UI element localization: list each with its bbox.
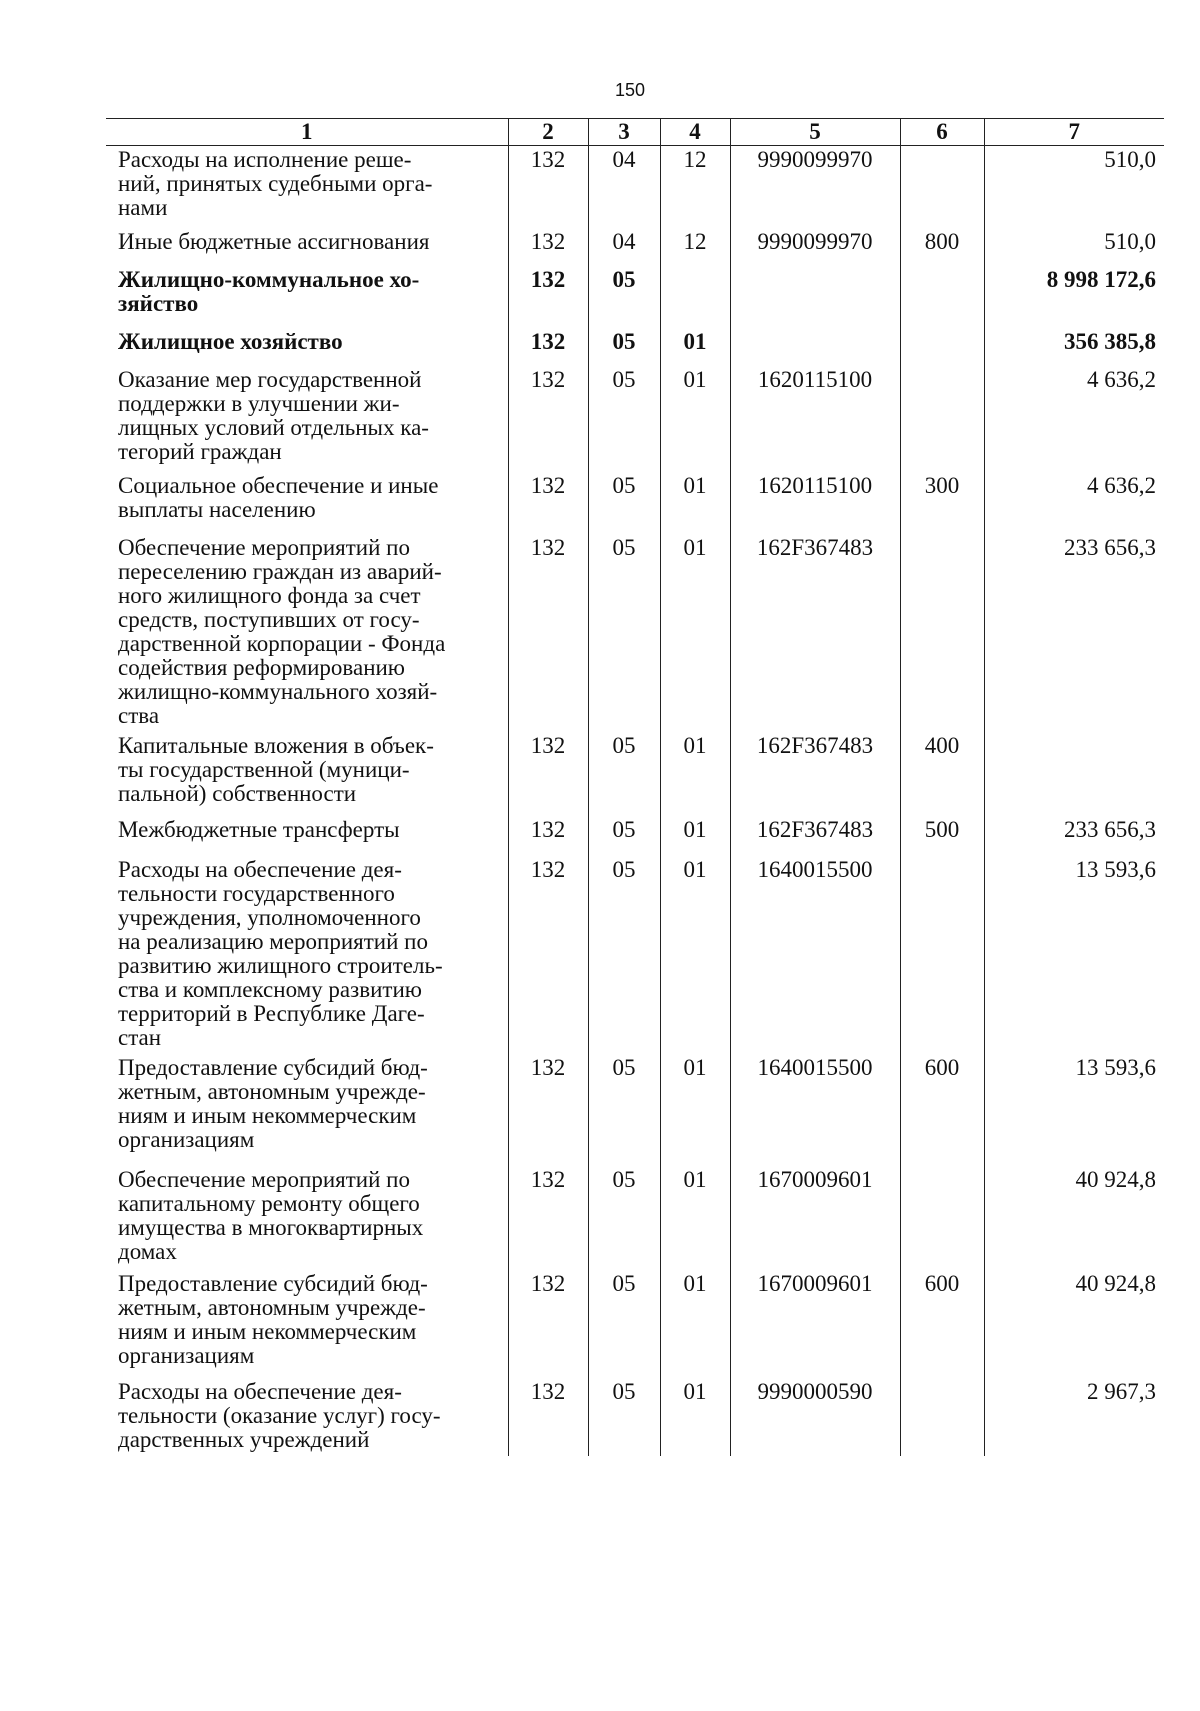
- column-header: 2: [508, 119, 588, 146]
- row-subsection-cell: 01: [660, 534, 730, 732]
- column-header: 5: [730, 119, 900, 146]
- row-section-cell: 05: [588, 366, 660, 472]
- row-expense-type-cell: 600: [900, 1054, 984, 1166]
- row-amount-cell: 40 924,8: [984, 1166, 1164, 1270]
- row-target-article-cell: 9990099970: [730, 228, 900, 266]
- row-subsection-cell: 01: [660, 732, 730, 816]
- row-name-cell: Обеспечение мероприятий по капитальному ремонту общего имущества в многоквартирных домах: [118, 1166, 424, 1264]
- row-section-cell: 05: [588, 856, 660, 1054]
- row-section-cell: 04: [588, 146, 660, 228]
- row-expense-type-cell: [900, 366, 984, 472]
- row-name-cell: Расходы на исполнение реше- ний, принятых судебными орга- нами: [118, 147, 433, 220]
- table-row: [106, 1166, 1164, 1270]
- row-expense-type-cell: [900, 1166, 984, 1270]
- table-row: [106, 266, 1164, 328]
- row-subsection-cell: 01: [660, 1054, 730, 1166]
- row-expense-type-cell: [900, 266, 984, 328]
- row-section-cell: 05: [588, 1166, 660, 1270]
- row-amount-cell: 510,0: [984, 228, 1164, 266]
- table-row: [106, 856, 1164, 1054]
- row-code-cell: 132: [508, 1054, 588, 1166]
- table-row: [106, 328, 1164, 366]
- row-section-cell: 05: [588, 328, 660, 366]
- header-row: [106, 119, 1164, 146]
- column-header: 7: [984, 119, 1164, 146]
- column-header: 4: [660, 119, 730, 146]
- row-subsection-cell: 01: [660, 1166, 730, 1270]
- row-section-cell: 05: [588, 534, 660, 732]
- row-target-article-cell: 9990099970: [730, 146, 900, 228]
- row-name-cell: Расходы на обеспечение дея- тельности (оказание услуг) госу- дарственных учреждений: [118, 1378, 441, 1452]
- row-section-cell: 05: [588, 1378, 660, 1456]
- row-amount-cell: 4 636,2: [984, 472, 1164, 534]
- table-row: [106, 816, 1164, 856]
- row-target-article-cell: 1670009601: [730, 1166, 900, 1270]
- row-name-cell: Социальное обеспечение и иные выплаты населению: [118, 472, 439, 522]
- row-target-article-cell: 162F367483: [730, 732, 900, 816]
- row-target-article-cell: 9990000590: [730, 1378, 900, 1456]
- row-code-cell: 132: [508, 534, 588, 732]
- row-subsection-cell: 12: [660, 146, 730, 228]
- row-expense-type-cell: 300: [900, 472, 984, 534]
- row-name-cell: Жилищно-коммунальное хо- зяйство: [118, 266, 420, 316]
- row-code-cell: 132: [508, 472, 588, 534]
- column-header: 1: [106, 119, 508, 146]
- row-name-cell: Предоставление субсидий бюд- жетным, автономным учрежде- ниям и иным некоммерческим организациям: [118, 1054, 428, 1152]
- row-expense-type-cell: 500: [900, 816, 984, 856]
- table-body: [106, 146, 1164, 1456]
- row-subsection-cell: 01: [660, 328, 730, 366]
- row-target-article-cell: 1620115100: [730, 472, 900, 534]
- row-expense-type-cell: 800: [900, 228, 984, 266]
- row-code-cell: 132: [508, 1166, 588, 1270]
- row-name-cell: Расходы на обеспечение дея- тельности государственного учреждения, уполномоченного на реализацию мероприятий по развитию жилищного строитель- ства и комплексному развитию территорий в Республике Даге- стан: [118, 856, 443, 1050]
- page-number: 150: [614, 80, 646, 100]
- row-expense-type-cell: 400: [900, 732, 984, 816]
- row-section-cell: 05: [588, 1054, 660, 1166]
- row-code-cell: 132: [508, 266, 588, 328]
- table-row: [106, 366, 1164, 472]
- row-subsection-cell: 12: [660, 228, 730, 266]
- row-name-cell: Капитальные вложения в объек- ты государственной (муници- пальной) собственности: [118, 732, 434, 806]
- table-row: [106, 228, 1164, 266]
- row-target-article-cell: 1640015500: [730, 1054, 900, 1166]
- row-subsection-cell: 01: [660, 1270, 730, 1378]
- table-row: [106, 146, 1164, 228]
- row-code-cell: 132: [508, 146, 588, 228]
- row-code-cell: 132: [508, 732, 588, 816]
- row-target-article-cell: [730, 266, 900, 328]
- row-section-cell: 04: [588, 228, 660, 266]
- row-amount-cell: 2 967,3: [984, 1378, 1164, 1456]
- row-subsection-cell: 01: [660, 856, 730, 1054]
- table-row: [106, 1378, 1164, 1456]
- row-subsection-cell: 01: [660, 366, 730, 472]
- table-row: [106, 534, 1164, 732]
- row-code-cell: 132: [508, 1378, 588, 1456]
- table-row: [106, 732, 1164, 816]
- row-subsection-cell: 01: [660, 816, 730, 856]
- row-name-cell: Оказание мер государственной поддержки в улучшении жи- лищных условий отдельных ка- тегорий граждан: [118, 366, 429, 464]
- row-amount-cell: 4 636,2: [984, 366, 1164, 472]
- row-expense-type-cell: [900, 856, 984, 1054]
- row-amount-cell: 8 998 172,6: [984, 266, 1164, 328]
- table-row: [106, 1054, 1164, 1166]
- row-subsection-cell: 01: [660, 472, 730, 534]
- column-header: 3: [588, 119, 660, 146]
- row-subsection-cell: 01: [660, 1378, 730, 1456]
- row-target-article-cell: 162F367483: [730, 816, 900, 856]
- row-target-article-cell: 1620115100: [730, 366, 900, 472]
- row-amount-cell: 233 656,3: [984, 534, 1164, 732]
- row-subsection-cell: [660, 266, 730, 328]
- row-target-article-cell: 1640015500: [730, 856, 900, 1054]
- row-amount-cell: 510,0: [984, 146, 1164, 228]
- row-expense-type-cell: [900, 1378, 984, 1456]
- row-name-cell: Жилищное хозяйство: [118, 328, 343, 354]
- row-amount-cell: 233 656,3: [984, 816, 1164, 856]
- row-expense-type-cell: 600: [900, 1270, 984, 1378]
- row-amount-cell: 40 924,8: [984, 1270, 1164, 1378]
- row-code-cell: 132: [508, 366, 588, 472]
- row-amount-cell: 13 593,6: [984, 856, 1164, 1054]
- table-header: [106, 119, 1164, 146]
- row-name-cell: Обеспечение мероприятий по переселению граждан из аварий- ного жилищного фонда за счет средств, поступивших от госу- дарственной корпорации - Фонда содействия реформированию жилищно-коммунального хозяй- ства: [118, 534, 446, 728]
- row-expense-type-cell: [900, 146, 984, 228]
- row-target-article-cell: 162F367483: [730, 534, 900, 732]
- row-code-cell: 132: [508, 856, 588, 1054]
- row-code-cell: 132: [508, 228, 588, 266]
- table-row: [106, 1270, 1164, 1378]
- row-code-cell: 132: [508, 816, 588, 856]
- budget-table: [106, 118, 1164, 1456]
- row-name-cell: Предоставление субсидий бюд- жетным, автономным учрежде- ниям и иным некоммерческим организациям: [118, 1270, 428, 1368]
- row-code-cell: 132: [508, 1270, 588, 1378]
- row-section-cell: 05: [588, 266, 660, 328]
- row-name-cell: Иные бюджетные ассигнования: [118, 228, 430, 254]
- row-name-cell: Межбюджетные трансферты: [118, 816, 400, 842]
- row-amount-cell: 13 593,6: [984, 1054, 1164, 1166]
- column-header: 6: [900, 119, 984, 146]
- row-expense-type-cell: [900, 534, 984, 732]
- row-code-cell: 132: [508, 328, 588, 366]
- table-row: [106, 472, 1164, 534]
- budget-table-container: [106, 118, 1164, 1456]
- row-expense-type-cell: [900, 328, 984, 366]
- row-section-cell: 05: [588, 1270, 660, 1378]
- row-target-article-cell: [730, 328, 900, 366]
- row-amount-cell: 356 385,8: [984, 328, 1164, 366]
- row-section-cell: 05: [588, 816, 660, 856]
- row-amount-cell: [984, 732, 1164, 816]
- row-section-cell: 05: [588, 472, 660, 534]
- row-target-article-cell: 1670009601: [730, 1270, 900, 1378]
- row-section-cell: 05: [588, 732, 660, 816]
